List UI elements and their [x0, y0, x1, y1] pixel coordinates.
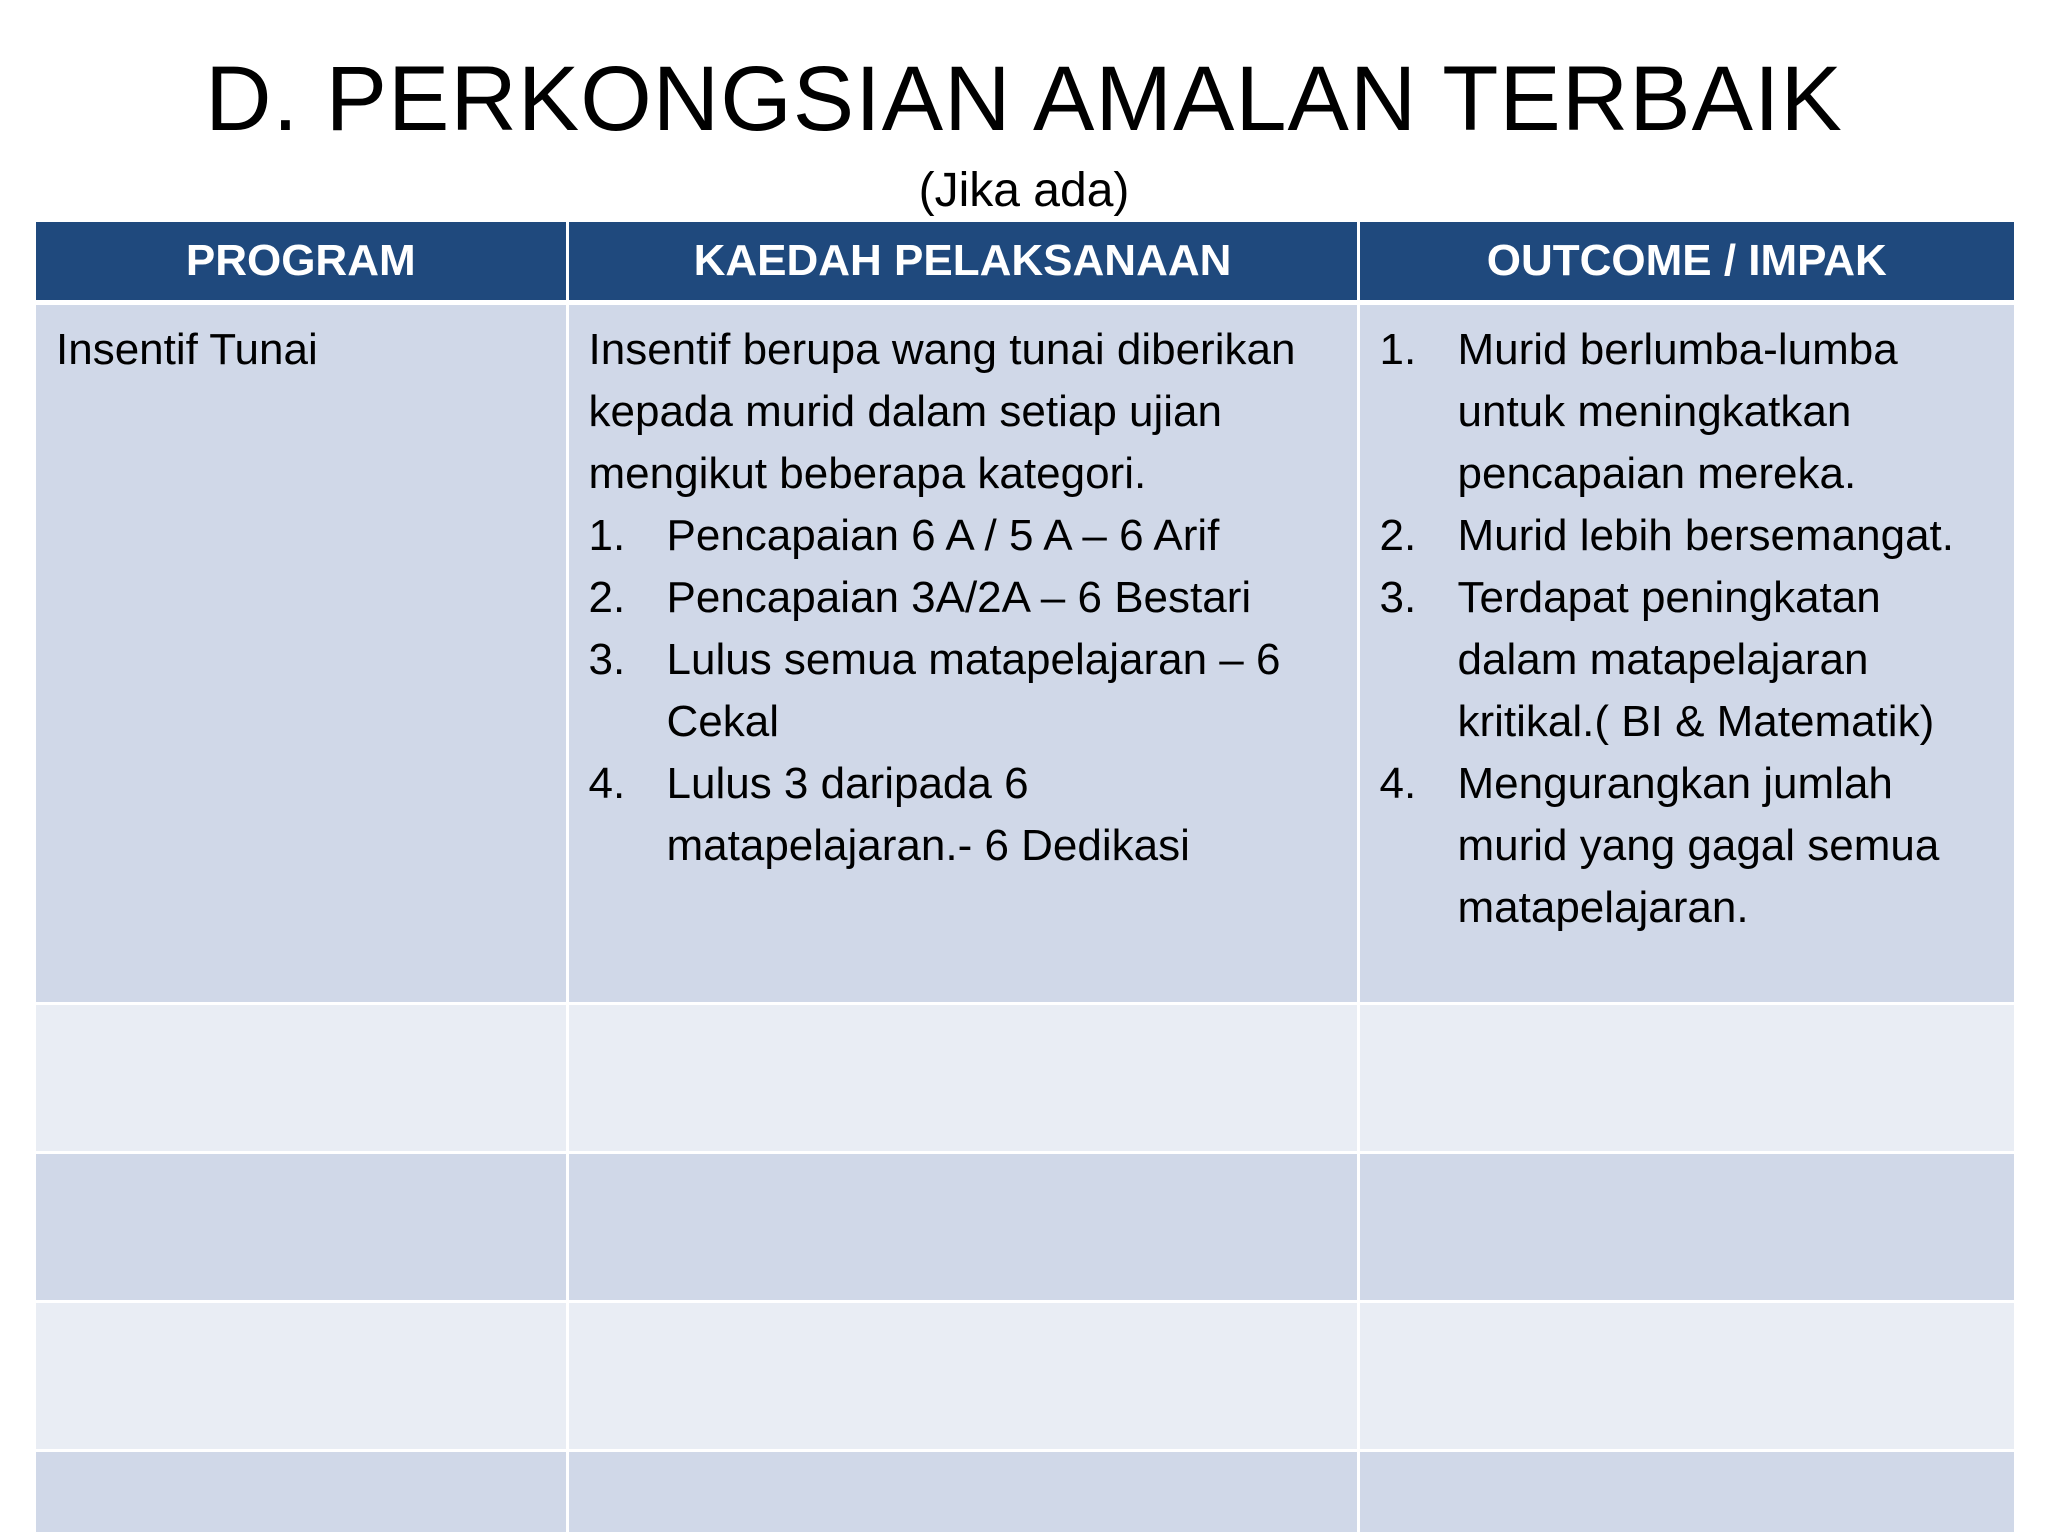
list-item — [589, 753, 1337, 877]
table-row-empty — [36, 1004, 2014, 1153]
table-row — [36, 303, 2014, 1004]
empty-cell — [567, 1302, 1358, 1451]
table-row-empty — [36, 1451, 2014, 1534]
list-text: Murid berlumba-lumba untuk meningkatkan pencapaian mereka. — [1457, 325, 1898, 498]
empty-cell — [36, 1153, 567, 1302]
list-number: 1. — [588, 511, 626, 560]
empty-cell — [36, 1451, 567, 1534]
table-row-empty — [36, 1153, 2014, 1302]
program-name: Insentif Tunai — [56, 325, 318, 374]
empty-cell — [567, 1451, 1358, 1534]
empty-cell — [1358, 1451, 2014, 1534]
header-kaedah-pelaksanaan: KAEDAH PELAKSANAAN — [567, 222, 1358, 303]
list-number: 4. — [1379, 759, 1417, 808]
list-text: Mengurangkan jumlah murid yang gagal semua matapelajaran. — [1457, 759, 1940, 932]
empty-cell — [36, 1302, 567, 1451]
empty-cell — [567, 1153, 1358, 1302]
empty-cell — [1358, 1153, 2014, 1302]
outcome-list — [1380, 319, 1995, 939]
slide-subtitle: (Jika ada) — [918, 164, 1130, 217]
best-practice-table — [36, 222, 2014, 1535]
list-text: Murid lebih bersemangat. — [1457, 511, 1954, 560]
list-item — [1380, 505, 1995, 567]
list-item — [1380, 319, 1995, 505]
list-item — [589, 567, 1337, 629]
list-item — [589, 505, 1337, 567]
header-program: PROGRAM — [36, 222, 567, 303]
list-item — [1380, 753, 1995, 939]
table-row-empty — [36, 1302, 2014, 1451]
list-item — [589, 629, 1337, 753]
slide-title: D. PERKONGSIAN AMALAN TERBAIK — [205, 48, 1843, 150]
list-number: 2. — [1379, 511, 1417, 560]
header-outcome-impak: OUTCOME / IMPAK — [1358, 222, 2014, 303]
kaedah-list — [589, 505, 1337, 877]
list-number: 1. — [1379, 325, 1417, 374]
list-number: 4. — [588, 759, 626, 808]
cell-outcome — [1358, 303, 2014, 1004]
empty-cell — [1358, 1004, 2014, 1153]
table-header-row — [36, 222, 2014, 303]
empty-cell — [1358, 1302, 2014, 1451]
kaedah-intro: Insentif berupa wang tunai diberikan kepada murid dalam setiap ujian mengikut beberapa kategori. — [588, 325, 1296, 498]
empty-cell — [36, 1004, 567, 1153]
list-item — [1380, 567, 1995, 753]
empty-cell — [567, 1004, 1358, 1153]
list-text: Terdapat peningkatan dalam matapelajaran kritikal.( BI & Matematik) — [1457, 573, 1935, 746]
list-number: 2. — [588, 573, 626, 622]
list-number: 3. — [588, 635, 626, 684]
cell-kaedah — [567, 303, 1358, 1004]
list-text: Lulus semua matapelajaran – 6 Cekal — [666, 635, 1281, 746]
list-text: Lulus 3 daripada 6 matapelajaran.- 6 Dedikasi — [666, 759, 1190, 870]
list-text: Pencapaian 6 A / 5 A – 6 Arif — [666, 511, 1220, 560]
list-number: 3. — [1379, 573, 1417, 622]
cell-program — [36, 303, 567, 1004]
list-text: Pencapaian 3A/2A – 6 Bestari — [666, 573, 1252, 622]
